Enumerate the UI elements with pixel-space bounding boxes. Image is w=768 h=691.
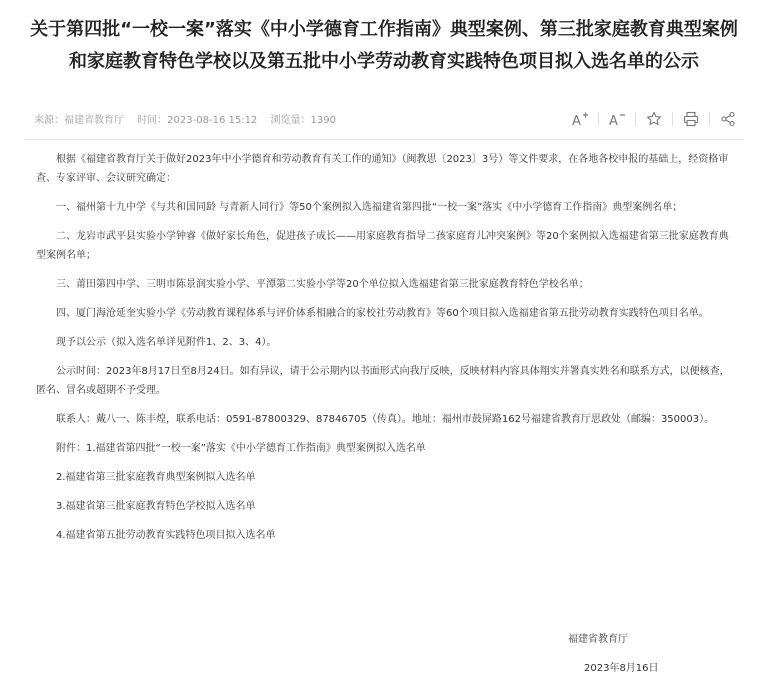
paragraph-item-1: 一、福州第十九中学《与共和国同龄 与青新人同行》等50个案例拟入选福建省第四批“一校一案”落实《中小学德育工作指南》典型案例名单；	[56, 202, 683, 213]
article-title: 关于第四批“一校一案”落实《中小学德育工作指南》典型案例、第三批家庭教育典型案例和家庭教育特色学校以及第五批中小学劳动教育实践特色项目拟入选名单的公示	[30, 19, 738, 72]
meta-views: 浏览量：1390	[270, 115, 336, 126]
paragraph-period: 公示时间：2023年8月17日至8月24日。如有异议，请于公示期内以书面形式向我厅反映，反映材料内容具体翔实并署真实姓名和联系方式，以便核查，匿名、冒名或超期不予受理。	[36, 366, 730, 396]
article-meta-bar	[24, 100, 744, 140]
toolbar-divider	[709, 112, 710, 126]
toolbar-divider	[672, 112, 673, 126]
attachment-link-2[interactable]: 2.福建省第三批家庭教育典型案例拟入选名单	[56, 472, 256, 483]
paragraph-item-2: 二、龙岩市武平县实验小学钟睿《做好家长角色，促进孩子成长——用家庭教育指导二孩家庭育儿冲突案例》等20个案例拟入选福建省第三批家庭教育典型案例名单；	[36, 231, 729, 261]
share-icon[interactable]	[716, 109, 740, 129]
signature-date: 2023年8月16日	[584, 663, 659, 674]
article-toolbar	[568, 108, 740, 130]
attachment-link-1[interactable]: 附件：1.福建省第四批“一校一案”落实《中小学德育工作指南》典型案例拟入选名单	[56, 443, 426, 454]
font-increase-icon[interactable]	[568, 109, 592, 129]
font-decrease-icon[interactable]	[605, 109, 629, 129]
meta-source: 来源：福建省教育厅	[34, 115, 124, 126]
article-body	[36, 150, 732, 555]
paragraph-contact: 联系人：戴八一、陈丰煌，联系电话：0591-87800329、87846705（传真）。地址：福州市鼓屏路162号福建省教育厅思政处（邮编：350003）。	[56, 414, 715, 425]
meta-time: 时间：2023-08-16 15:12	[137, 115, 258, 126]
paragraph-intro: 根据《福建省教育厅关于做好2023年中小学德育和劳动教育有关工作的通知》（闽教思〔2023〕3号）等文件要求，在各地各校申报的基础上，经资格审查、专家评审、会议研究确定：	[36, 154, 729, 184]
printer-icon[interactable]	[679, 109, 703, 129]
paragraph-item-3: 三、莆田第四中学、三明市陈景润实验小学、平潭第二实验小学等20个单位拟入选福建省第三批家庭教育特色学校名单；	[56, 279, 589, 290]
toolbar-divider	[635, 112, 636, 126]
svg-text:A: A	[572, 114, 581, 127]
attachment-link-4[interactable]: 4.福建省第五批劳动教育实践特色项目拟入选名单	[56, 530, 276, 541]
attachment-link-3[interactable]: 3.福建省第三批家庭教育特色学校拟入选名单	[56, 501, 256, 512]
star-icon[interactable]	[642, 109, 666, 129]
article-meta	[34, 111, 346, 126]
toolbar-divider	[598, 112, 599, 126]
signature-org: 福建省教育厅	[568, 634, 628, 645]
paragraph-announce: 现予以公示（拟入选名单详见附件1、2、3、4）。	[56, 337, 277, 348]
paragraph-item-4: 四、厦门海沧延奎实验小学《劳动教育课程体系与评价体系相融合的家校社劳动教育》等60个项目拟入选福建省第五批劳动教育实践特色项目名单。	[56, 308, 709, 319]
svg-text:A: A	[609, 114, 618, 127]
